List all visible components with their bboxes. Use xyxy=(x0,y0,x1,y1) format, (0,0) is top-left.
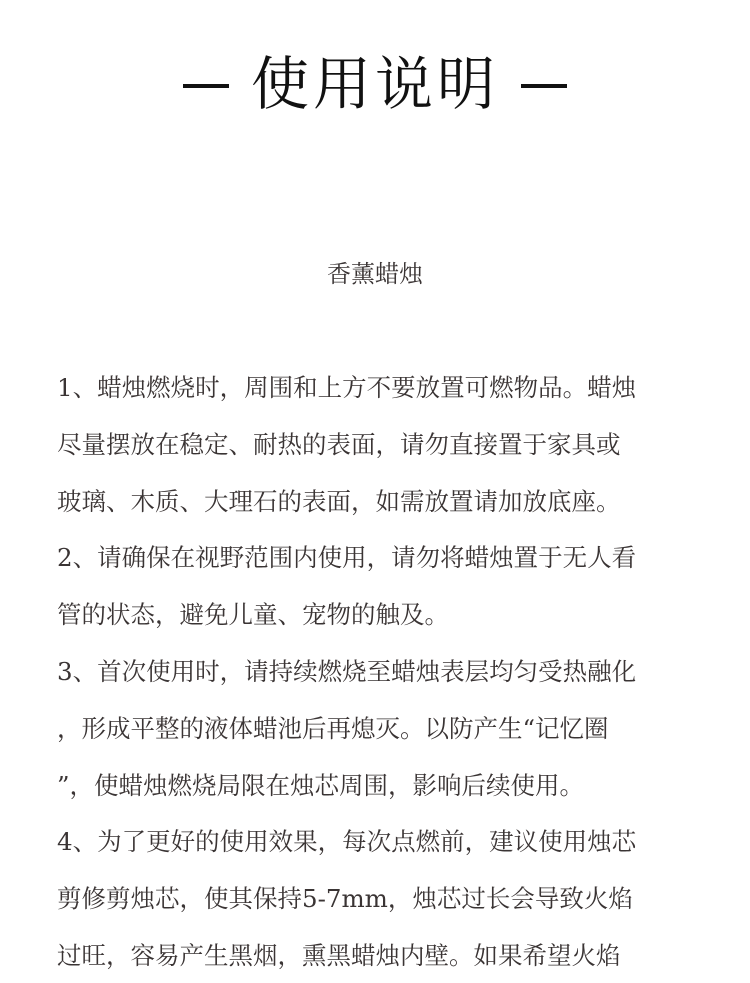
paragraph-line: ”，使蜡烛燃烧局限在烛芯周围，影响后续使用。 xyxy=(57,770,585,800)
paragraph-line: 玻璃、木质、大理石的表面，如需放置请加放底座。 xyxy=(57,486,621,516)
paragraph-line: ，形成平整的液体蜡池后再熄灭。以防产生“记忆圈 xyxy=(57,713,609,743)
paragraph-line: 过旺，容易产生黑烟，熏黑蜡烛内壁。如果希望火焰 xyxy=(57,940,621,970)
paragraph-line: 3、首次使用时，请持续燃烧至蜡烛表层均匀受热融化 xyxy=(57,656,637,686)
paragraph-line: 2、请确保在视野范围内使用，请勿将蜡烛置于无人看 xyxy=(57,543,637,573)
title-row xyxy=(0,44,750,124)
product-subtitle: 香薰蜡烛 xyxy=(327,260,423,288)
paragraph-line: 剪修剪烛芯，使其保持5-7mm，烛芯过长会导致火焰 xyxy=(57,884,633,914)
paragraph-line: 1、蜡烛燃烧时，周围和上方不要放置可燃物品。蜡烛 xyxy=(57,373,637,402)
paragraph-line: 4、为了更好的使用效果，每次点燃前，建议使用烛芯 xyxy=(57,827,637,857)
instruction-body xyxy=(57,360,707,983)
instruction-paragraph-1 xyxy=(57,360,707,530)
instruction-paragraph-3 xyxy=(57,644,707,814)
title-right-dash xyxy=(521,84,567,88)
instruction-paragraph-2 xyxy=(57,530,707,644)
title-left-dash xyxy=(183,84,229,88)
paragraph-line: 尽量摆放在稳定、耐热的表面，请勿直接置于家具或 xyxy=(57,429,621,459)
page-title: 使用说明 xyxy=(250,50,499,118)
paragraph-line: 管的状态，避免儿童、宠物的触及。 xyxy=(57,600,449,630)
instruction-paragraph-4 xyxy=(57,814,707,983)
